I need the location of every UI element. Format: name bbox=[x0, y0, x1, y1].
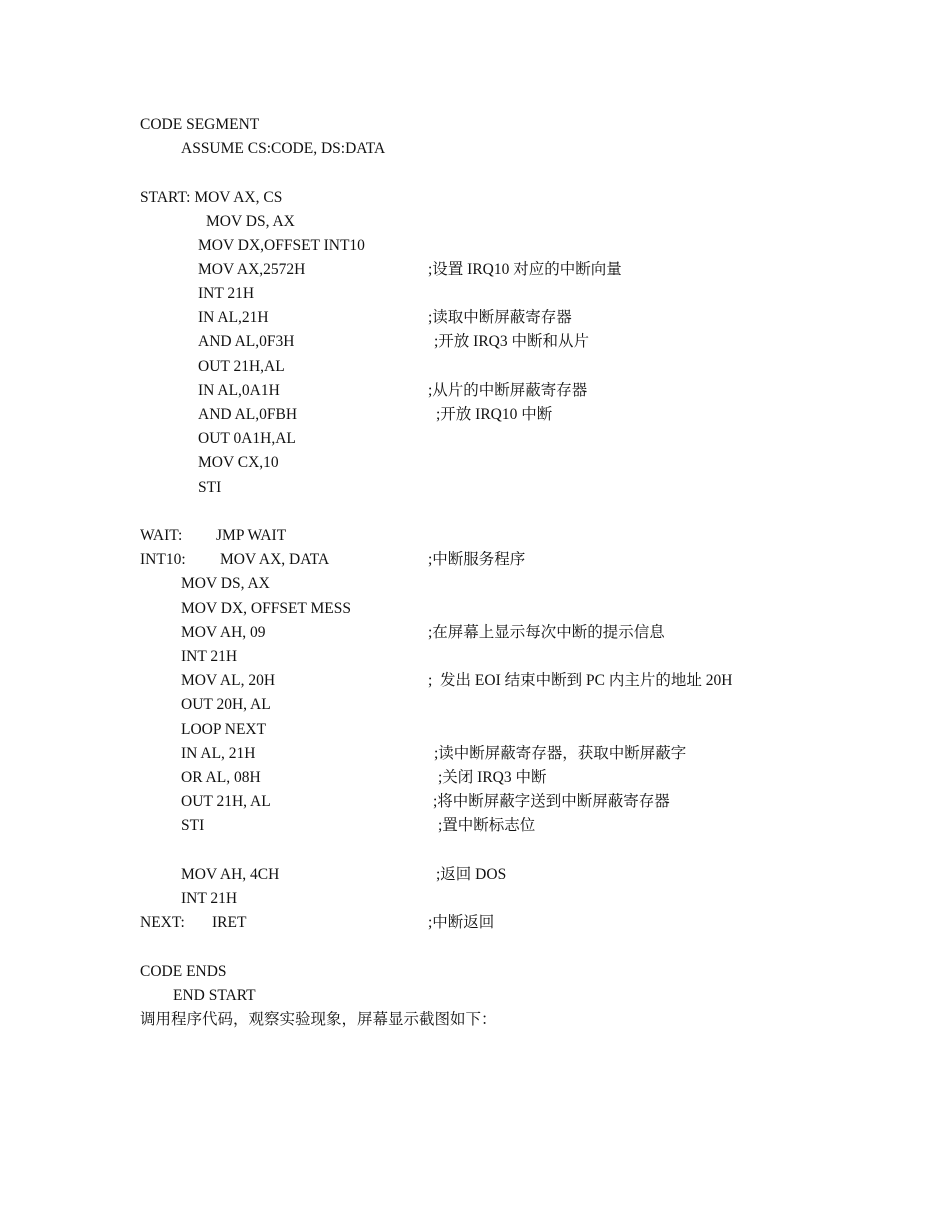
code-line bbox=[0, 524, 950, 548]
code-line bbox=[0, 669, 950, 693]
code-instruction: MOV DS, AX bbox=[206, 213, 295, 230]
code-label: START: MOV AX, CS bbox=[140, 189, 283, 206]
code-instruction: MOV CX,10 bbox=[198, 454, 279, 471]
code-line bbox=[0, 330, 950, 354]
code-instruction: MOV AX, DATA bbox=[220, 551, 330, 568]
code-instruction: MOV DX, OFFSET MESS bbox=[181, 600, 351, 617]
code-instruction: IRET bbox=[212, 914, 247, 931]
code-line bbox=[0, 693, 950, 717]
code-instruction: MOV AH, 09 bbox=[181, 624, 266, 641]
code-comment: ;中断返回 bbox=[428, 914, 495, 931]
code-instruction: LOOP NEXT bbox=[181, 721, 267, 738]
code-instruction: OUT 21H,AL bbox=[198, 358, 285, 375]
code-line bbox=[0, 645, 950, 669]
code-line bbox=[0, 282, 950, 306]
code-comment: ;开放 IRQ10 中断 bbox=[436, 406, 553, 423]
code-label: NEXT: bbox=[140, 914, 185, 931]
code-instruction: AND AL,0FBH bbox=[198, 406, 298, 423]
code-comment: ;将中断屏蔽字送到中断屏蔽寄存器 bbox=[433, 793, 670, 810]
code-instruction: MOV AX,2572H bbox=[198, 261, 306, 278]
code-line bbox=[0, 742, 950, 766]
code-instruction: MOV AL, 20H bbox=[181, 672, 276, 689]
code-line bbox=[0, 476, 950, 500]
code-line bbox=[0, 984, 950, 1008]
code-line bbox=[0, 863, 950, 887]
caption-text: 调用程序代码，观察实验现象，屏幕显示截图如下： bbox=[140, 1011, 497, 1028]
code-label: CODE ENDS bbox=[140, 963, 227, 980]
code-instruction: INT 21H bbox=[181, 648, 238, 665]
code-instruction: MOV DS, AX bbox=[181, 575, 270, 592]
code-label: INT10: bbox=[140, 551, 186, 568]
code-line bbox=[0, 887, 950, 911]
code-instruction: OR AL, 08H bbox=[181, 769, 261, 786]
code-line bbox=[0, 621, 950, 645]
code-comment: ;关闭 IRQ3 中断 bbox=[438, 769, 547, 786]
caption-line bbox=[0, 1008, 950, 1032]
code-instruction: IN AL,0A1H bbox=[198, 382, 280, 399]
code-line bbox=[0, 403, 950, 427]
code-line bbox=[0, 960, 950, 984]
code-line bbox=[0, 718, 950, 742]
code-line bbox=[0, 427, 950, 451]
code-instruction: END START bbox=[173, 987, 256, 1004]
code-instruction: OUT 20H, AL bbox=[181, 696, 271, 713]
code-line bbox=[0, 911, 950, 935]
code-label: CODE SEGMENT bbox=[140, 116, 260, 133]
code-line bbox=[0, 597, 950, 621]
code-comment: ;中断服务程序 bbox=[428, 551, 526, 568]
code-comment: ;从片的中断屏蔽寄存器 bbox=[428, 382, 588, 399]
code-comment: ;读中断屏蔽寄存器，获取中断屏蔽字 bbox=[434, 745, 687, 762]
code-line bbox=[0, 814, 950, 838]
code-line bbox=[0, 572, 950, 596]
code-line bbox=[0, 379, 950, 403]
code-line bbox=[0, 355, 950, 379]
code-comment: ;设置 IRQ10 对应的中断向量 bbox=[428, 261, 622, 278]
code-instruction: STI bbox=[181, 817, 205, 834]
code-instruction: STI bbox=[198, 479, 222, 496]
code-instruction: MOV DX,OFFSET INT10 bbox=[198, 237, 365, 254]
code-line bbox=[0, 548, 950, 572]
code-line bbox=[0, 258, 950, 282]
code-comment: ;开放 IRQ3 中断和从片 bbox=[434, 333, 590, 350]
code-instruction: OUT 0A1H,AL bbox=[198, 430, 296, 447]
code-line bbox=[0, 137, 950, 161]
code-instruction: IN AL, 21H bbox=[181, 745, 256, 762]
code-instruction: JMP WAIT bbox=[216, 527, 287, 544]
code-line bbox=[0, 451, 950, 475]
code-instruction: INT 21H bbox=[181, 890, 238, 907]
code-instruction: MOV AH, 4CH bbox=[181, 866, 280, 883]
code-comment: ; 发出 EOI 结束中断到 PC 内主片的地址 20H bbox=[428, 672, 733, 689]
code-instruction: IN AL,21H bbox=[198, 309, 269, 326]
code-line bbox=[0, 790, 950, 814]
code-line bbox=[0, 186, 950, 210]
code-comment: ;在屏幕上显示每次中断的提示信息 bbox=[428, 624, 665, 641]
code-comment: ;读取中断屏蔽寄存器 bbox=[428, 309, 572, 326]
code-line bbox=[0, 210, 950, 234]
code-label: WAIT: bbox=[140, 527, 183, 544]
code-line bbox=[0, 113, 950, 137]
code-instruction: AND AL,0F3H bbox=[198, 333, 295, 350]
code-line bbox=[0, 306, 950, 330]
code-line bbox=[0, 766, 950, 790]
code-comment: ;置中断标志位 bbox=[438, 817, 536, 834]
code-instruction: ASSUME CS:CODE, DS:DATA bbox=[181, 140, 386, 157]
code-comment: ;返回 DOS bbox=[436, 866, 507, 883]
code-instruction: OUT 21H, AL bbox=[181, 793, 271, 810]
code-line bbox=[0, 234, 950, 258]
code-instruction: INT 21H bbox=[198, 285, 255, 302]
